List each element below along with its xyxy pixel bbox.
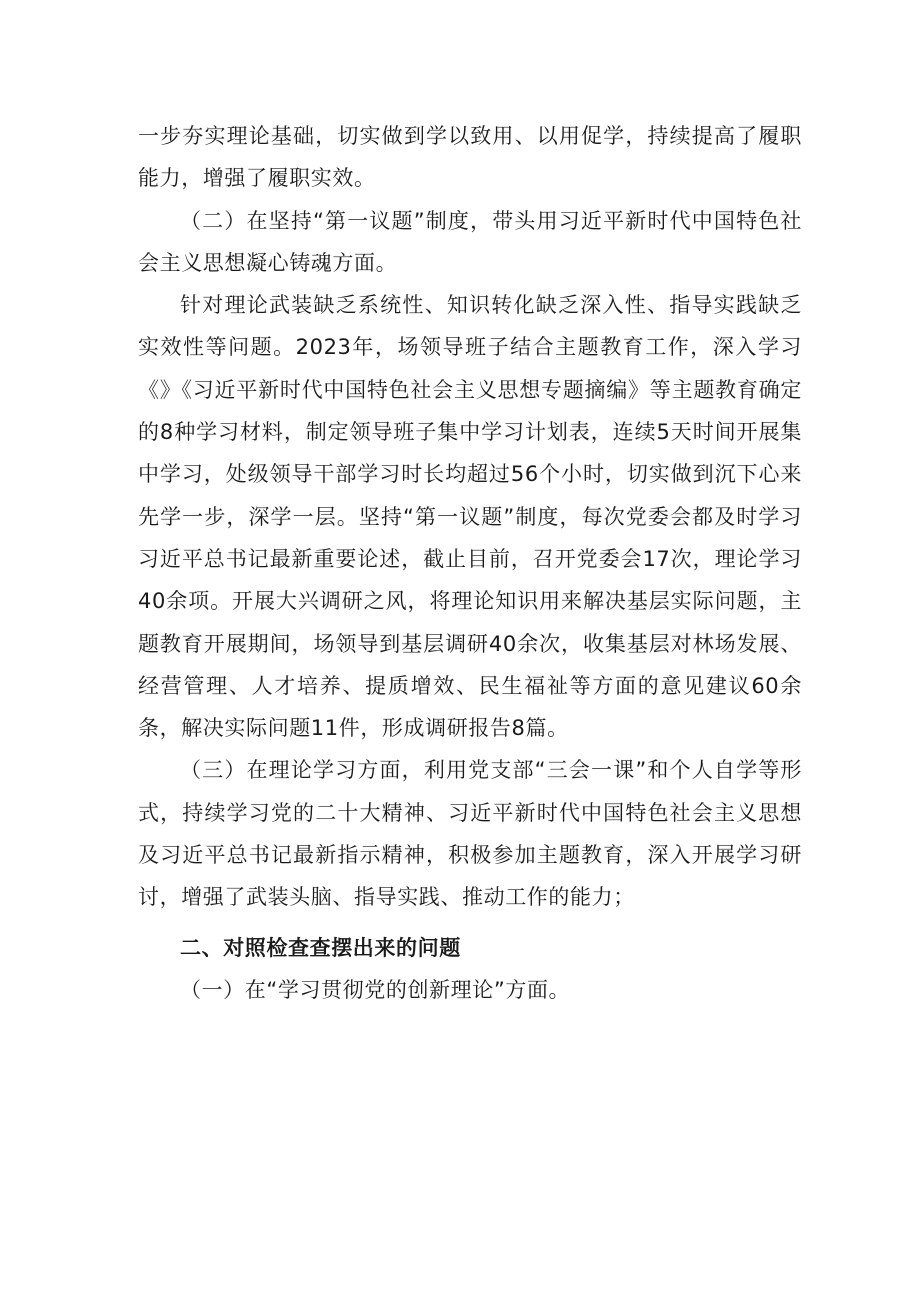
section-two-intro: （二）在坚持“第一议题”制度，带头用习近平新时代中国特色社会主义思想凝心铸魂方面。 (138, 208, 802, 275)
document-body (138, 115, 802, 1011)
section-three-paragraph: （三）在理论学习方面，利用党支部“三会一课”和个人自学等形式，持续学习党的二十大精神、习近平新时代中国特色社会主义思想及习近平总书记最新指示精神，积极参加主题教育，深入开展学习研讨，增强了武装头脑、指导实践、推动工作的能力； (138, 758, 802, 910)
section-heading: 二、对照检查查摆出来的问题 (180, 935, 461, 960)
theory-study-paragraph: 针对理论武装缺乏系统性、知识转化缺乏深入性、指导实践缺乏实效性等问题。2023年，场领导班子结合主题教育工作，深入学习《》《习近平新时代中国特色社会主义思想专题摘编》等主题教育确定的8种学习材料，制定领导班子集中学习计划表，连续5天时间开展集中学习，处级领导干部学习时长均超过56个小时，切实做到沉下心来先学一步，深学一层。坚持“第一议题”制度，每次党委会都及时学习习近平总书记最新重要论述，截止目前，召开党委会17次，理论学习40余项。开展大兴调研之风，将理论知识用来解决基层实际问题，主题教育开展期间，场领导到基层调研40余次，收集基层对林场发展、经营管理、人才培养、提质增效、民生福祉等方面的意见建议60余条，解决实际问题11件，形成调研报告8篇。 (138, 293, 802, 741)
subsection-heading: （一）在“学习贯彻党的创新理论”方面。 (180, 977, 571, 1002)
paragraph-continuation: 一步夯实理论基础，切实做到学以致用、以用促学，持续提高了履职能力，增强了履职实效。 (138, 124, 802, 191)
